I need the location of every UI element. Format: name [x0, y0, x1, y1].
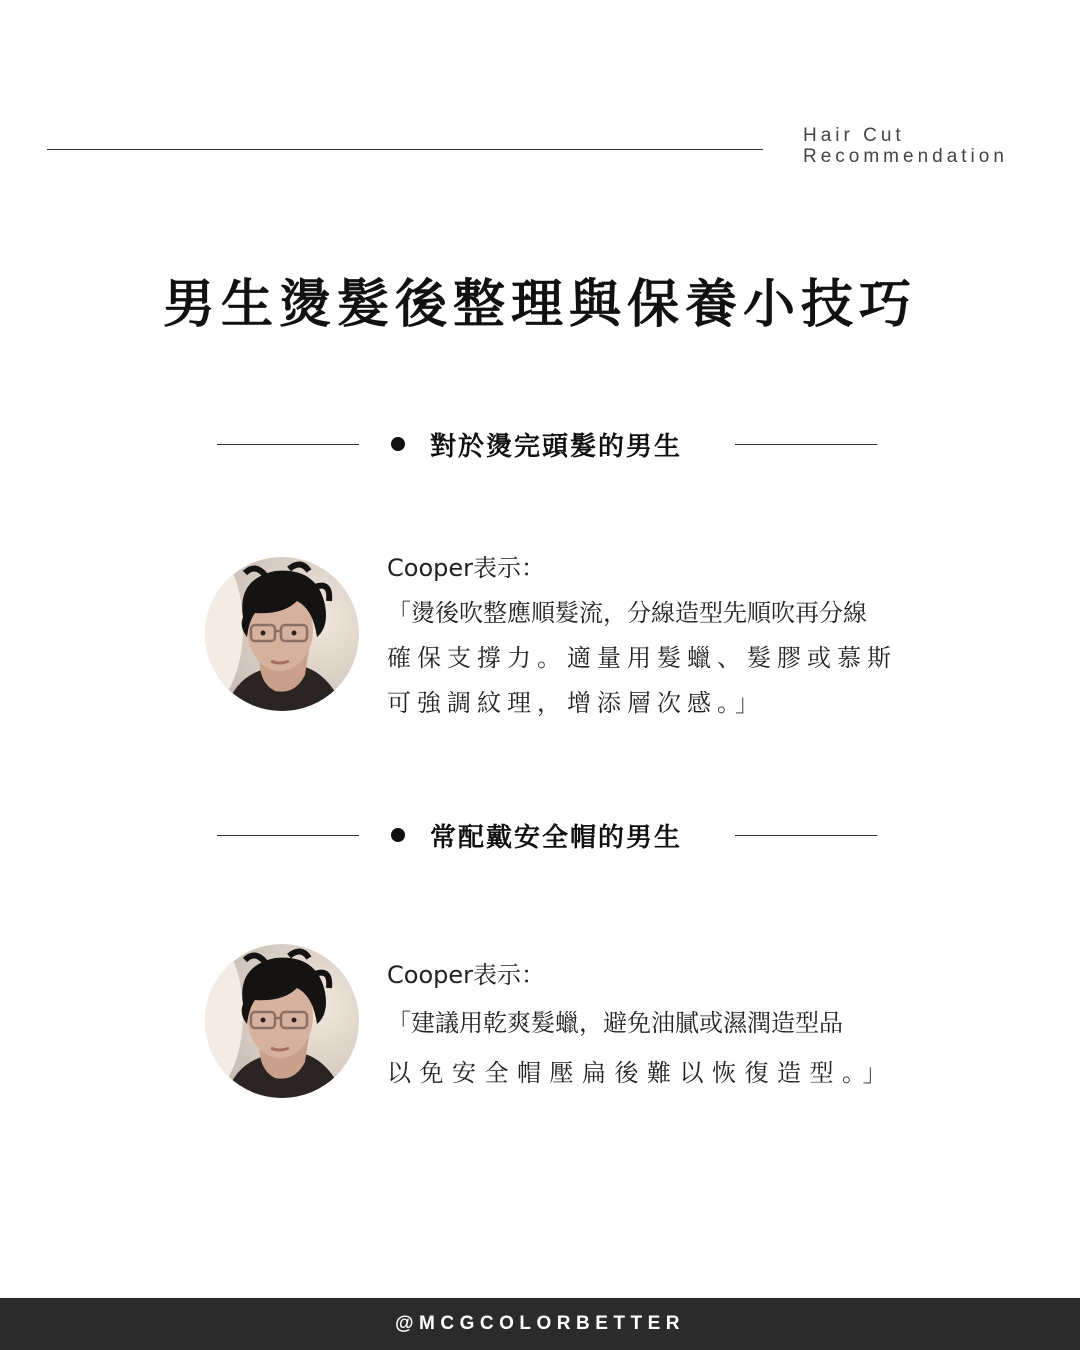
bullet-icon — [391, 437, 405, 451]
header-tag-line1: Hair Cut — [803, 125, 905, 146]
heading-rule-right — [735, 835, 877, 836]
header-tag — [803, 125, 1008, 167]
quote-line: 「燙後吹整應順髮流，分線造型先順吹再分線 — [387, 599, 867, 627]
footer-handle: @MCGCOLORBETTER — [395, 1313, 685, 1334]
portrait-illustration-icon — [205, 944, 359, 1098]
quote-line: 「建議用乾爽髮蠟，避免油膩或濕潤造型品 — [387, 1009, 843, 1037]
heading-rule-right — [735, 444, 877, 445]
page-title: 男生燙髮後整理與保養小技巧 — [162, 275, 917, 335]
quote-line: 確保支撐力。適量用髮蠟、髮膠或慕斯 — [387, 644, 897, 672]
quote-speaker: Cooper表示： — [387, 554, 545, 582]
avatar-portrait — [205, 944, 359, 1098]
header-tag-line2: Recommendation — [803, 146, 1008, 167]
section-heading-text: 對於燙完頭髮的男生 — [430, 432, 683, 462]
section-heading-1 — [0, 424, 1080, 464]
quote-line: 可強調紋理，增添層次感。」 — [387, 689, 765, 717]
footer-bar — [0, 1298, 1080, 1350]
heading-rule-left — [217, 835, 359, 836]
heading-rule-left — [217, 444, 359, 445]
header-divider — [47, 149, 763, 150]
bullet-icon — [391, 828, 405, 842]
quote-block-2 — [387, 955, 895, 1098]
quote-speaker: Cooper表示： — [387, 961, 545, 989]
section-heading-2 — [0, 815, 1080, 855]
quote-line: 以免安全帽壓扁後難以恢復造型。」 — [387, 1059, 895, 1087]
portrait-illustration-icon — [205, 557, 359, 711]
quote-block-1 — [387, 548, 897, 726]
section-heading-text: 常配戴安全帽的男生 — [430, 823, 683, 853]
avatar-portrait — [205, 557, 359, 711]
